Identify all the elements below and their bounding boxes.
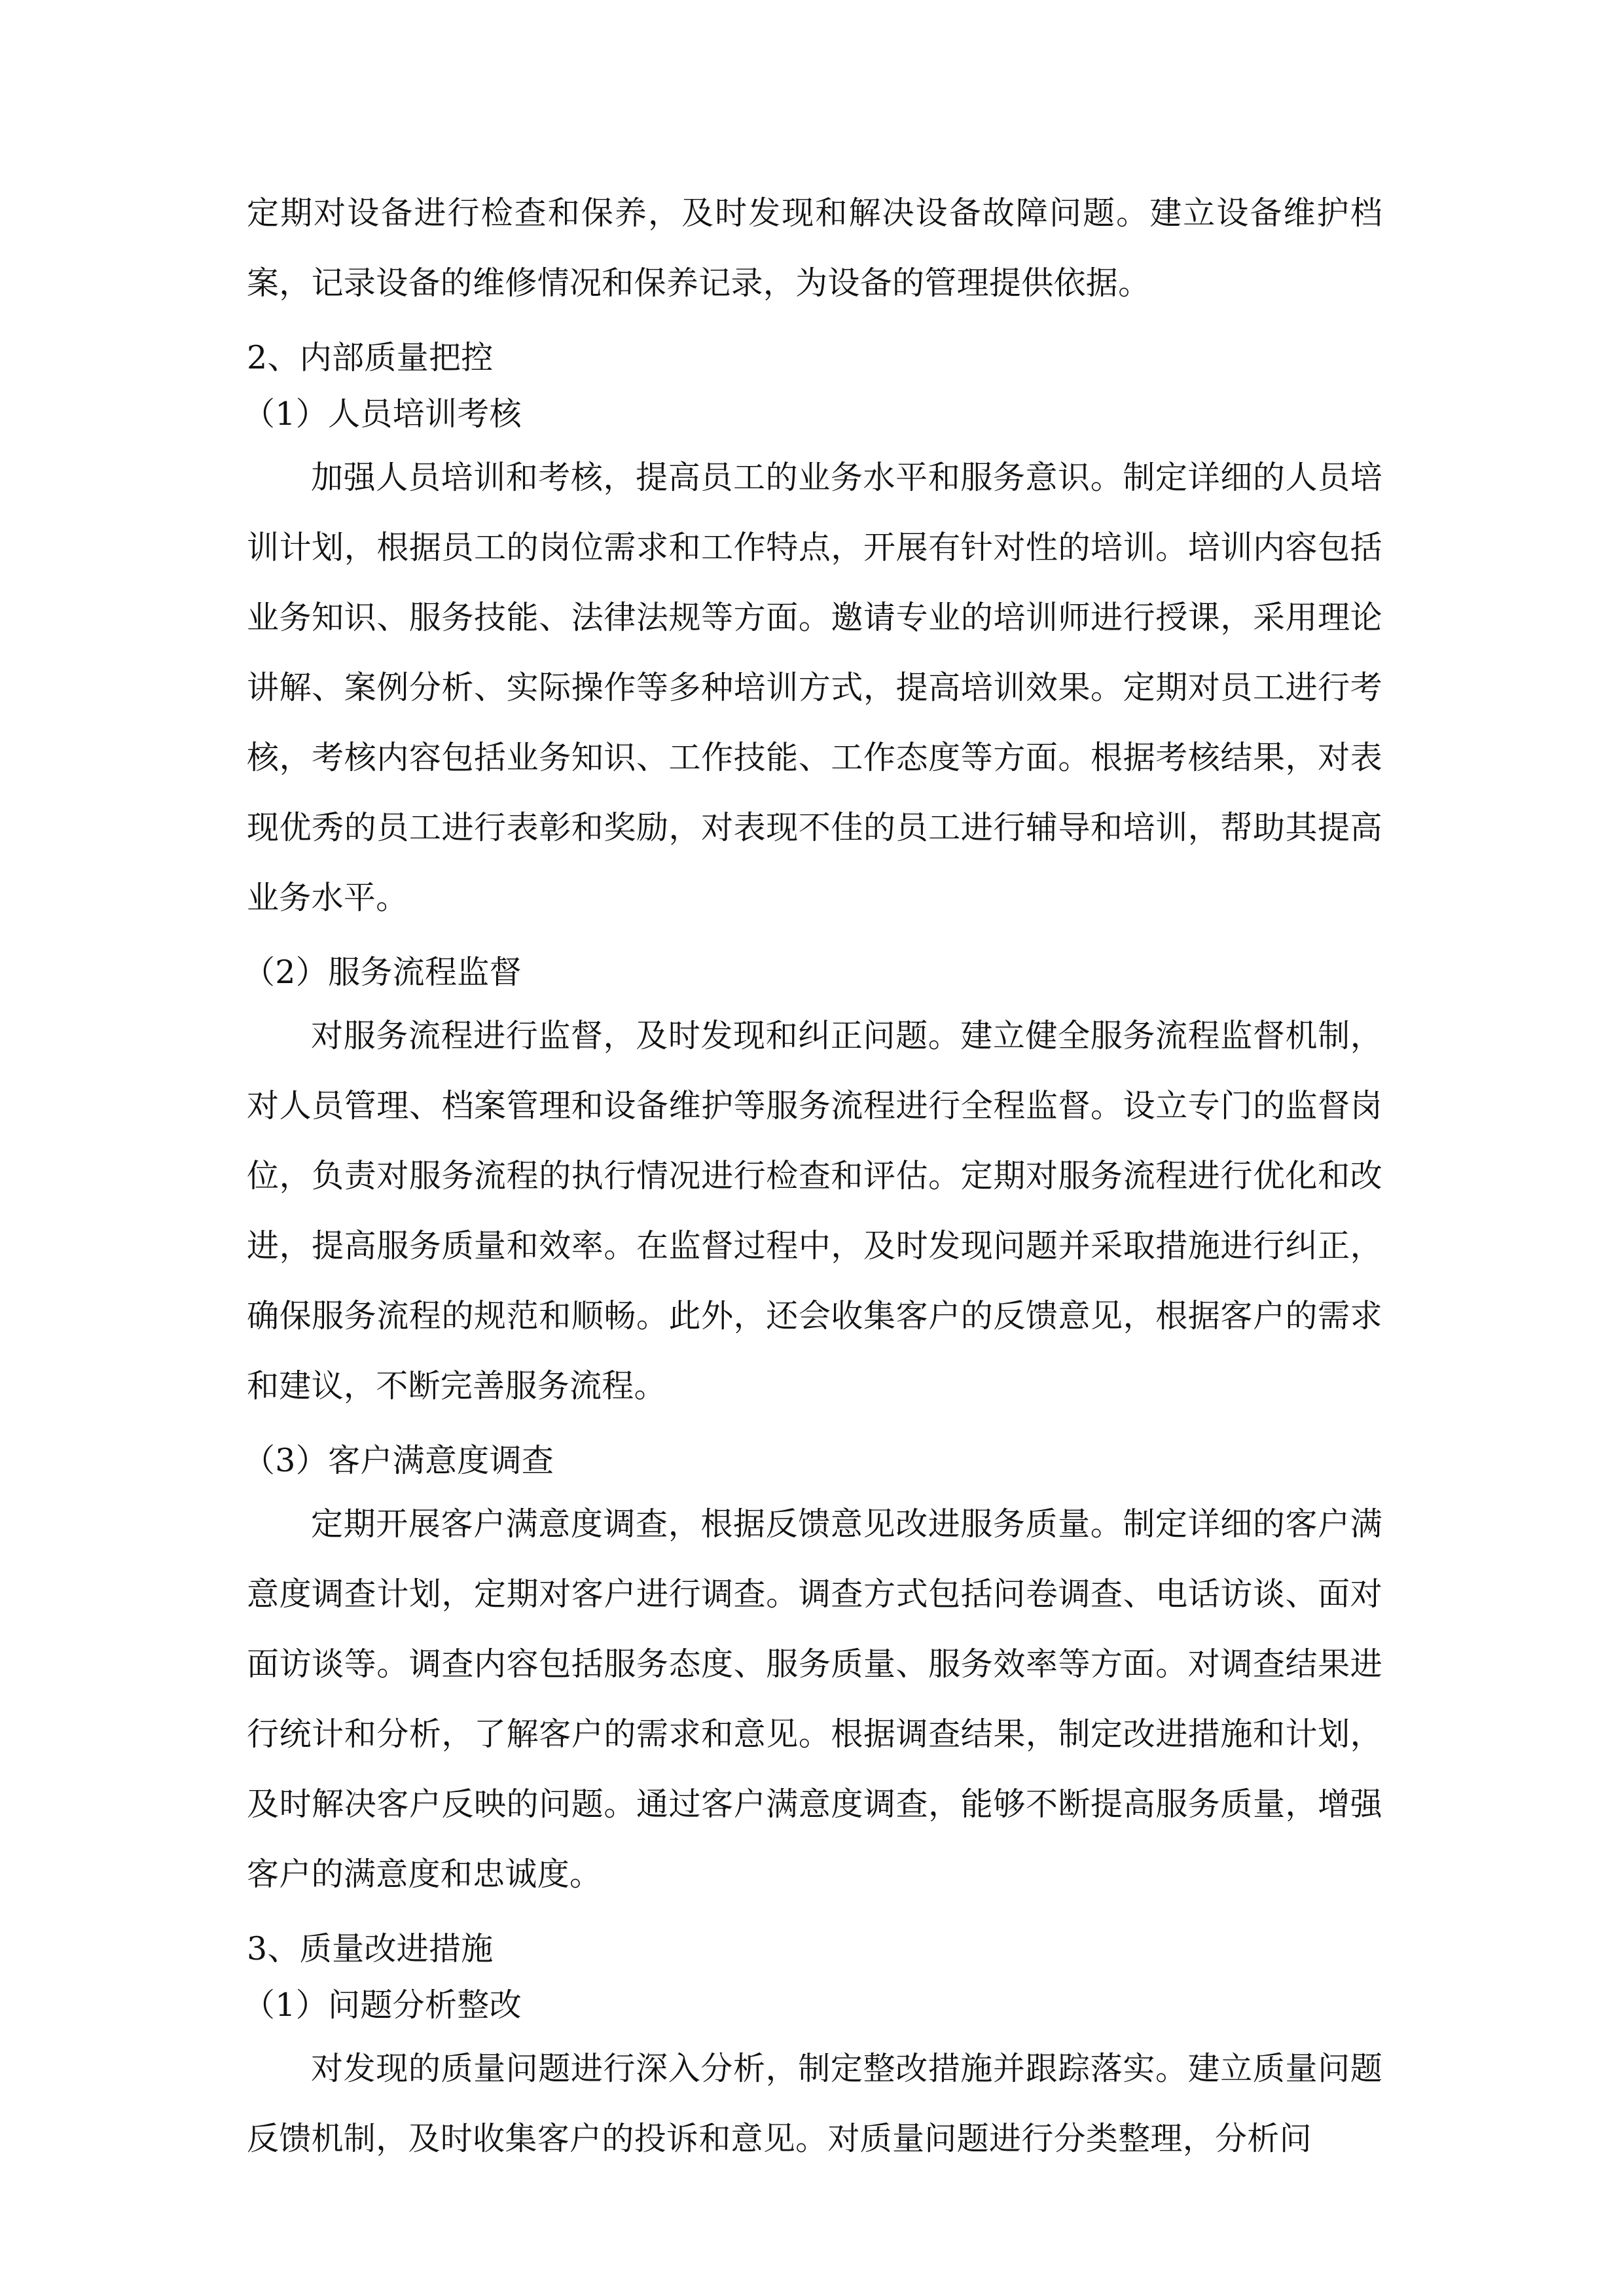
document-body	[243, 178, 1382, 2185]
subheading-customer-satisfaction: （3）客户满意度调查	[243, 1442, 554, 1479]
section-heading-internal-quality: 2、内部质量把控	[247, 339, 494, 376]
subheading-process-supervision: （2）服务流程监督	[243, 954, 522, 991]
paragraph-customer-satisfaction: 定期开展客户满意度调查，根据反馈意见改进服务质量。制定详细的客户满意度调查计划，定期对客户进行调查。调查方式包括问卷调查、电话访谈、面对面访谈等。调查内容包括服务态度、服务质量、服务效率等方面。对调查结果进行统计和分析，了解客户的需求和意见。根据调查结果，制定改进措施和计划，及时解决客户反映的问题。通过客户满意度调查，能够不断提高服务质量，增强客户的满意度和忠诚度。	[247, 1505, 1382, 1893]
section-heading-quality-improvement: 3、质量改进措施	[247, 1930, 494, 1967]
paragraph-process-supervision: 对服务流程进行监督，及时发现和纠正问题。建立健全服务流程监督机制，对人员管理、档案管理和设备维护等服务流程进行全程监督。设立专门的监督岗位，负责对服务流程的执行情况进行检查和评估。定期对服务流程进行优化和改进，提高服务质量和效率。在监督过程中，及时发现问题并采取措施进行纠正，确保服务流程的规范和顺畅。此外，还会收集客户的反馈意见，根据客户的需求和建议，不断完善服务流程。	[247, 1017, 1382, 1405]
subheading-staff-training: （1）人员培训考核	[243, 395, 522, 433]
paragraph-problem-analysis: 对发现的质量问题进行深入分析，制定整改措施并跟踪落实。建立质量问题反馈机制，及时收集客户的投诉和意见。对质量问题进行分类整理，分析问	[247, 2050, 1382, 2157]
subheading-problem-analysis: （1）问题分析整改	[243, 1986, 522, 2024]
paragraph-equipment-maintenance: 定期对设备进行检查和保养，及时发现和解决设备故障问题。建立设备维护档案，记录设备的维修情况和保养记录，为设备的管理提供依据。	[247, 194, 1382, 302]
paragraph-staff-training: 加强人员培训和考核，提高员工的业务水平和服务意识。制定详细的人员培训计划，根据员工的岗位需求和工作特点，开展有针对性的培训。培训内容包括业务知识、服务技能、法律法规等方面。邀请专业的培训师进行授课，采用理论讲解、案例分析、实际操作等多种培训方式，提高培训效果。定期对员工进行考核，考核内容包括业务知识、工作技能、工作态度等方面。根据考核结果，对表现优秀的员工进行表彰和奖励，对表现不佳的员工进行辅导和培训，帮助其提高业务水平。	[247, 459, 1382, 916]
